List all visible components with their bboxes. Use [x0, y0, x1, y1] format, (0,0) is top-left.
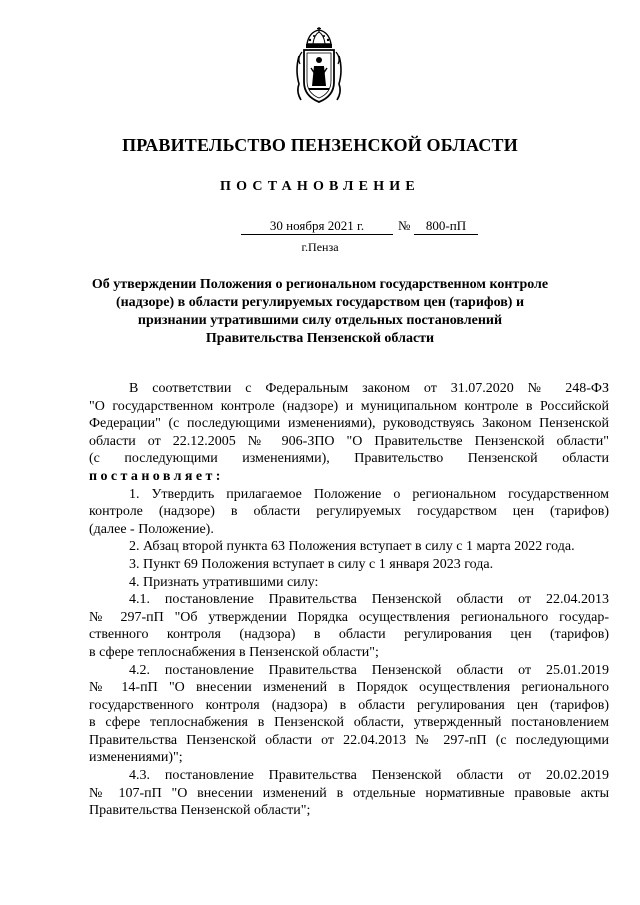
item-4-2-line: в сфере теплоснабжения в Пензенской области, утвержденный постановлением — [89, 715, 609, 731]
item-4-3-line: Правительства Пензенской области"; — [89, 803, 311, 819]
subject-line: Об утверждении Положения о региональном государственном контроле — [91, 277, 549, 292]
document-number: 800-пП — [414, 218, 478, 235]
document-subject — [80, 276, 560, 348]
document-body — [89, 380, 609, 820]
government-title: ПРАВИТЕЛЬСТВО ПЕНЗЕНСКОЙ ОБЛАСТИ — [122, 135, 518, 155]
preamble-line: "О государственном контроле (надзоре) и муниципальном контроле в Российской — [89, 398, 609, 414]
item-4-3-line: 4.3. постановление Правительства Пензенской области от 20.02.2019 — [129, 768, 609, 784]
item-4-2-line: государственного контроля (надзора) в области регулирования цен (тарифов) — [89, 697, 609, 713]
document-date: 30 ноября 2021 г. — [241, 218, 393, 235]
item-4-3-line: № 107-пП "О внесении изменений в отдельные нормативные правовые акты — [89, 785, 609, 801]
subject-line: (надзоре) в области регулируемых государством цен (тарифов) и — [115, 295, 525, 310]
item-4-1-line: № 297-пП "Об утверждении Порядка осуществления регионального государ- — [89, 609, 609, 625]
item-4-2-line: 4.2. постановление Правительства Пензенской области от 25.01.2019 — [129, 662, 609, 678]
subject-line: Правительства Пензенской области — [205, 331, 435, 346]
item-1-line: контроле (надзоре) в области регулируемых государством цен (тарифов) — [89, 504, 609, 520]
item-4-2-line: № 14-пП "О внесении изменений в Порядок осуществления регионального — [89, 680, 609, 696]
document-city: г.Пенза — [301, 240, 339, 254]
number-sign: № — [398, 218, 411, 233]
document-type-heading: ПОСТАНОВЛЕНИЕ — [220, 179, 420, 194]
item-4-1-line: в сфере теплоснабжения в Пензенской области"; — [89, 644, 379, 660]
item-2: 2. Абзац второй пункта 63 Положения вступает в силу с 1 марта 2022 года. — [129, 539, 575, 555]
preamble-line: Федерации" (с последующими изменениями), руководствуясь Законом Пензенской — [89, 416, 609, 432]
item-4: 4. Признать утратившими силу: — [129, 574, 319, 590]
item-4-2-line: изменениями)"; — [89, 750, 183, 766]
item-4-1-line: 4.1. постановление Правительства Пензенской области от 22.04.2013 — [129, 592, 609, 608]
item-3: 3. Пункт 69 Положения вступает в силу с 1 января 2023 года. — [129, 556, 494, 572]
preamble-line: (с последующими изменениями), Правительство Пензенской области — [89, 451, 609, 467]
item-1-line: (далее - Положение). — [89, 521, 214, 537]
item-4-2-line: Правительства Пензенской области от 22.04.2013 № 297-пП (с последующими — [89, 732, 609, 748]
decree-word: постановляет: — [89, 468, 224, 484]
coat-of-arms-emblem — [293, 26, 345, 106]
item-4-1-line: ственного контроля (надзора) в области регулирования цен (тарифов) — [89, 627, 609, 643]
subject-line: признании утратившими силу отдельных постановлений — [137, 313, 503, 328]
item-1-line: 1. Утвердить прилагаемое Положение о региональном государственном — [129, 486, 609, 502]
preamble-line: области от 22.12.2005 № 906-ЗПО "О Правительстве Пензенской области" — [89, 433, 609, 449]
preamble-line: В соответствии с Федеральным законом от 31.07.2020 № 248-ФЗ — [129, 381, 609, 396]
